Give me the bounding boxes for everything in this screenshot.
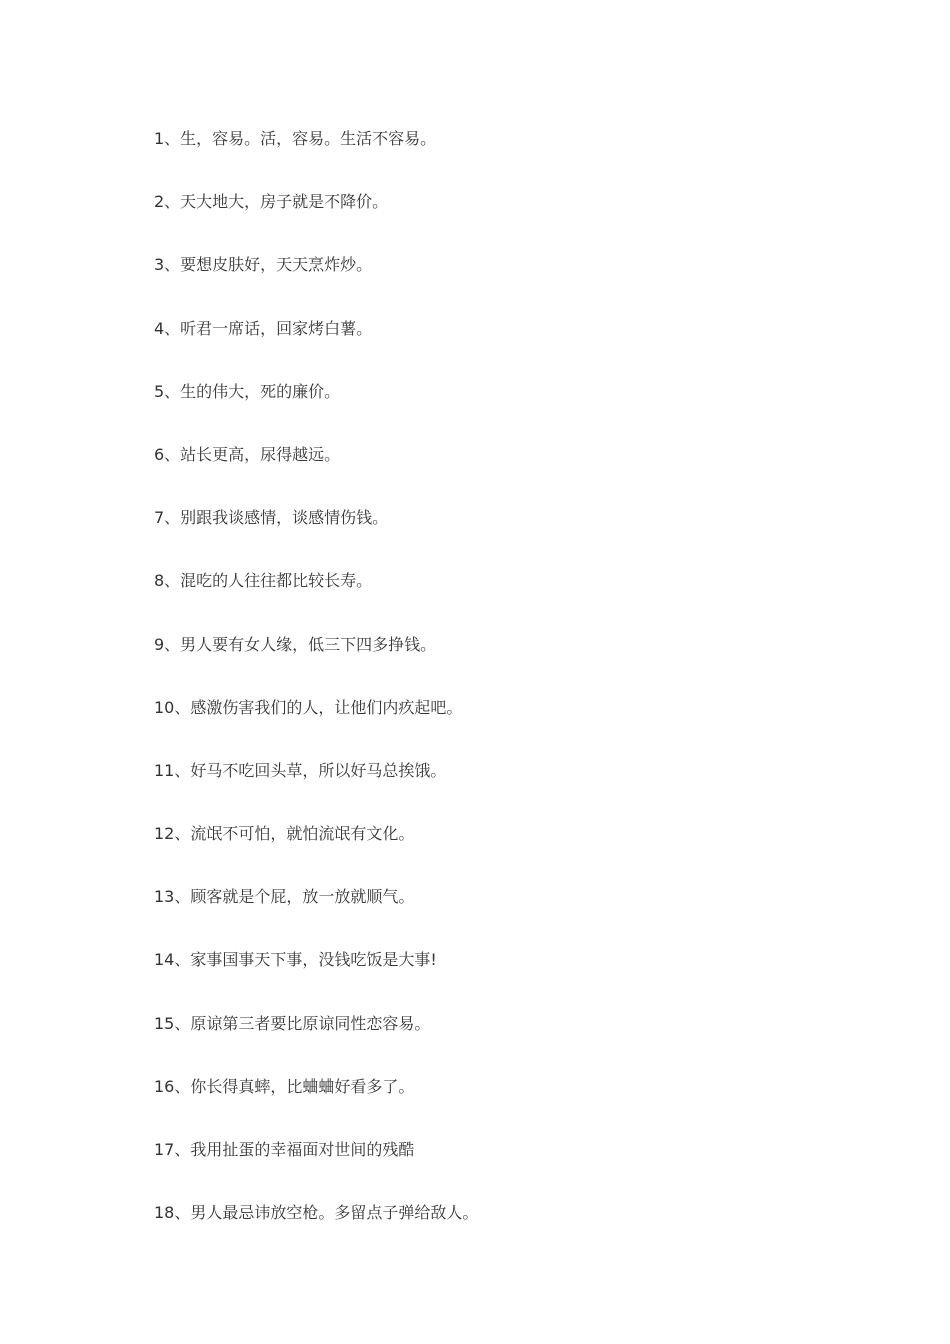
list-item: 2、天大地大，房子就是不降价。 [154, 192, 389, 212]
list-item: 13、顾客就是个屁，放一放就顺气。 [154, 887, 415, 907]
list-item: 18、男人最忌讳放空枪。多留点子弹给敌人。 [154, 1203, 479, 1223]
list-item: 15、原谅第三者要比原谅同性恋容易。 [154, 1013, 431, 1033]
list-item: 3、要想皮肤好，天天烹炸炒。 [154, 255, 373, 275]
list-item: 4、听君一席话，回家烤白薯。 [154, 318, 373, 338]
list-item: 7、别跟我谈感情，谈感情伤钱。 [154, 508, 389, 528]
list-item: 1、生，容易。活，容易。生活不容易。 [154, 129, 437, 148]
list-item: 14、家事国事天下事，没钱吃饭是大事! [154, 950, 437, 970]
list-item: 9、男人要有女人缘，低三下四多挣钱。 [154, 634, 437, 654]
list-item: 10、感激伤害我们的人，让他们内疚起吧。 [154, 697, 463, 717]
list-item: 8、混吃的人往往都比较长寿。 [154, 571, 373, 591]
list-item: 12、流氓不可怕，就怕流氓有文化。 [154, 824, 415, 844]
list-item: 16、你长得真蟀，比蛐蛐好看多了。 [154, 1076, 415, 1096]
list-item: 5、生的伟大，死的廉价。 [154, 381, 341, 401]
list-item: 6、站长更高，尿得越远。 [154, 444, 341, 464]
list-item: 17、我用扯蛋的幸福面对世间的残酷 [154, 1140, 415, 1159]
list-item: 11、好马不吃回头草，所以好马总挨饿。 [154, 760, 447, 780]
joke-list [154, 126, 478, 1263]
